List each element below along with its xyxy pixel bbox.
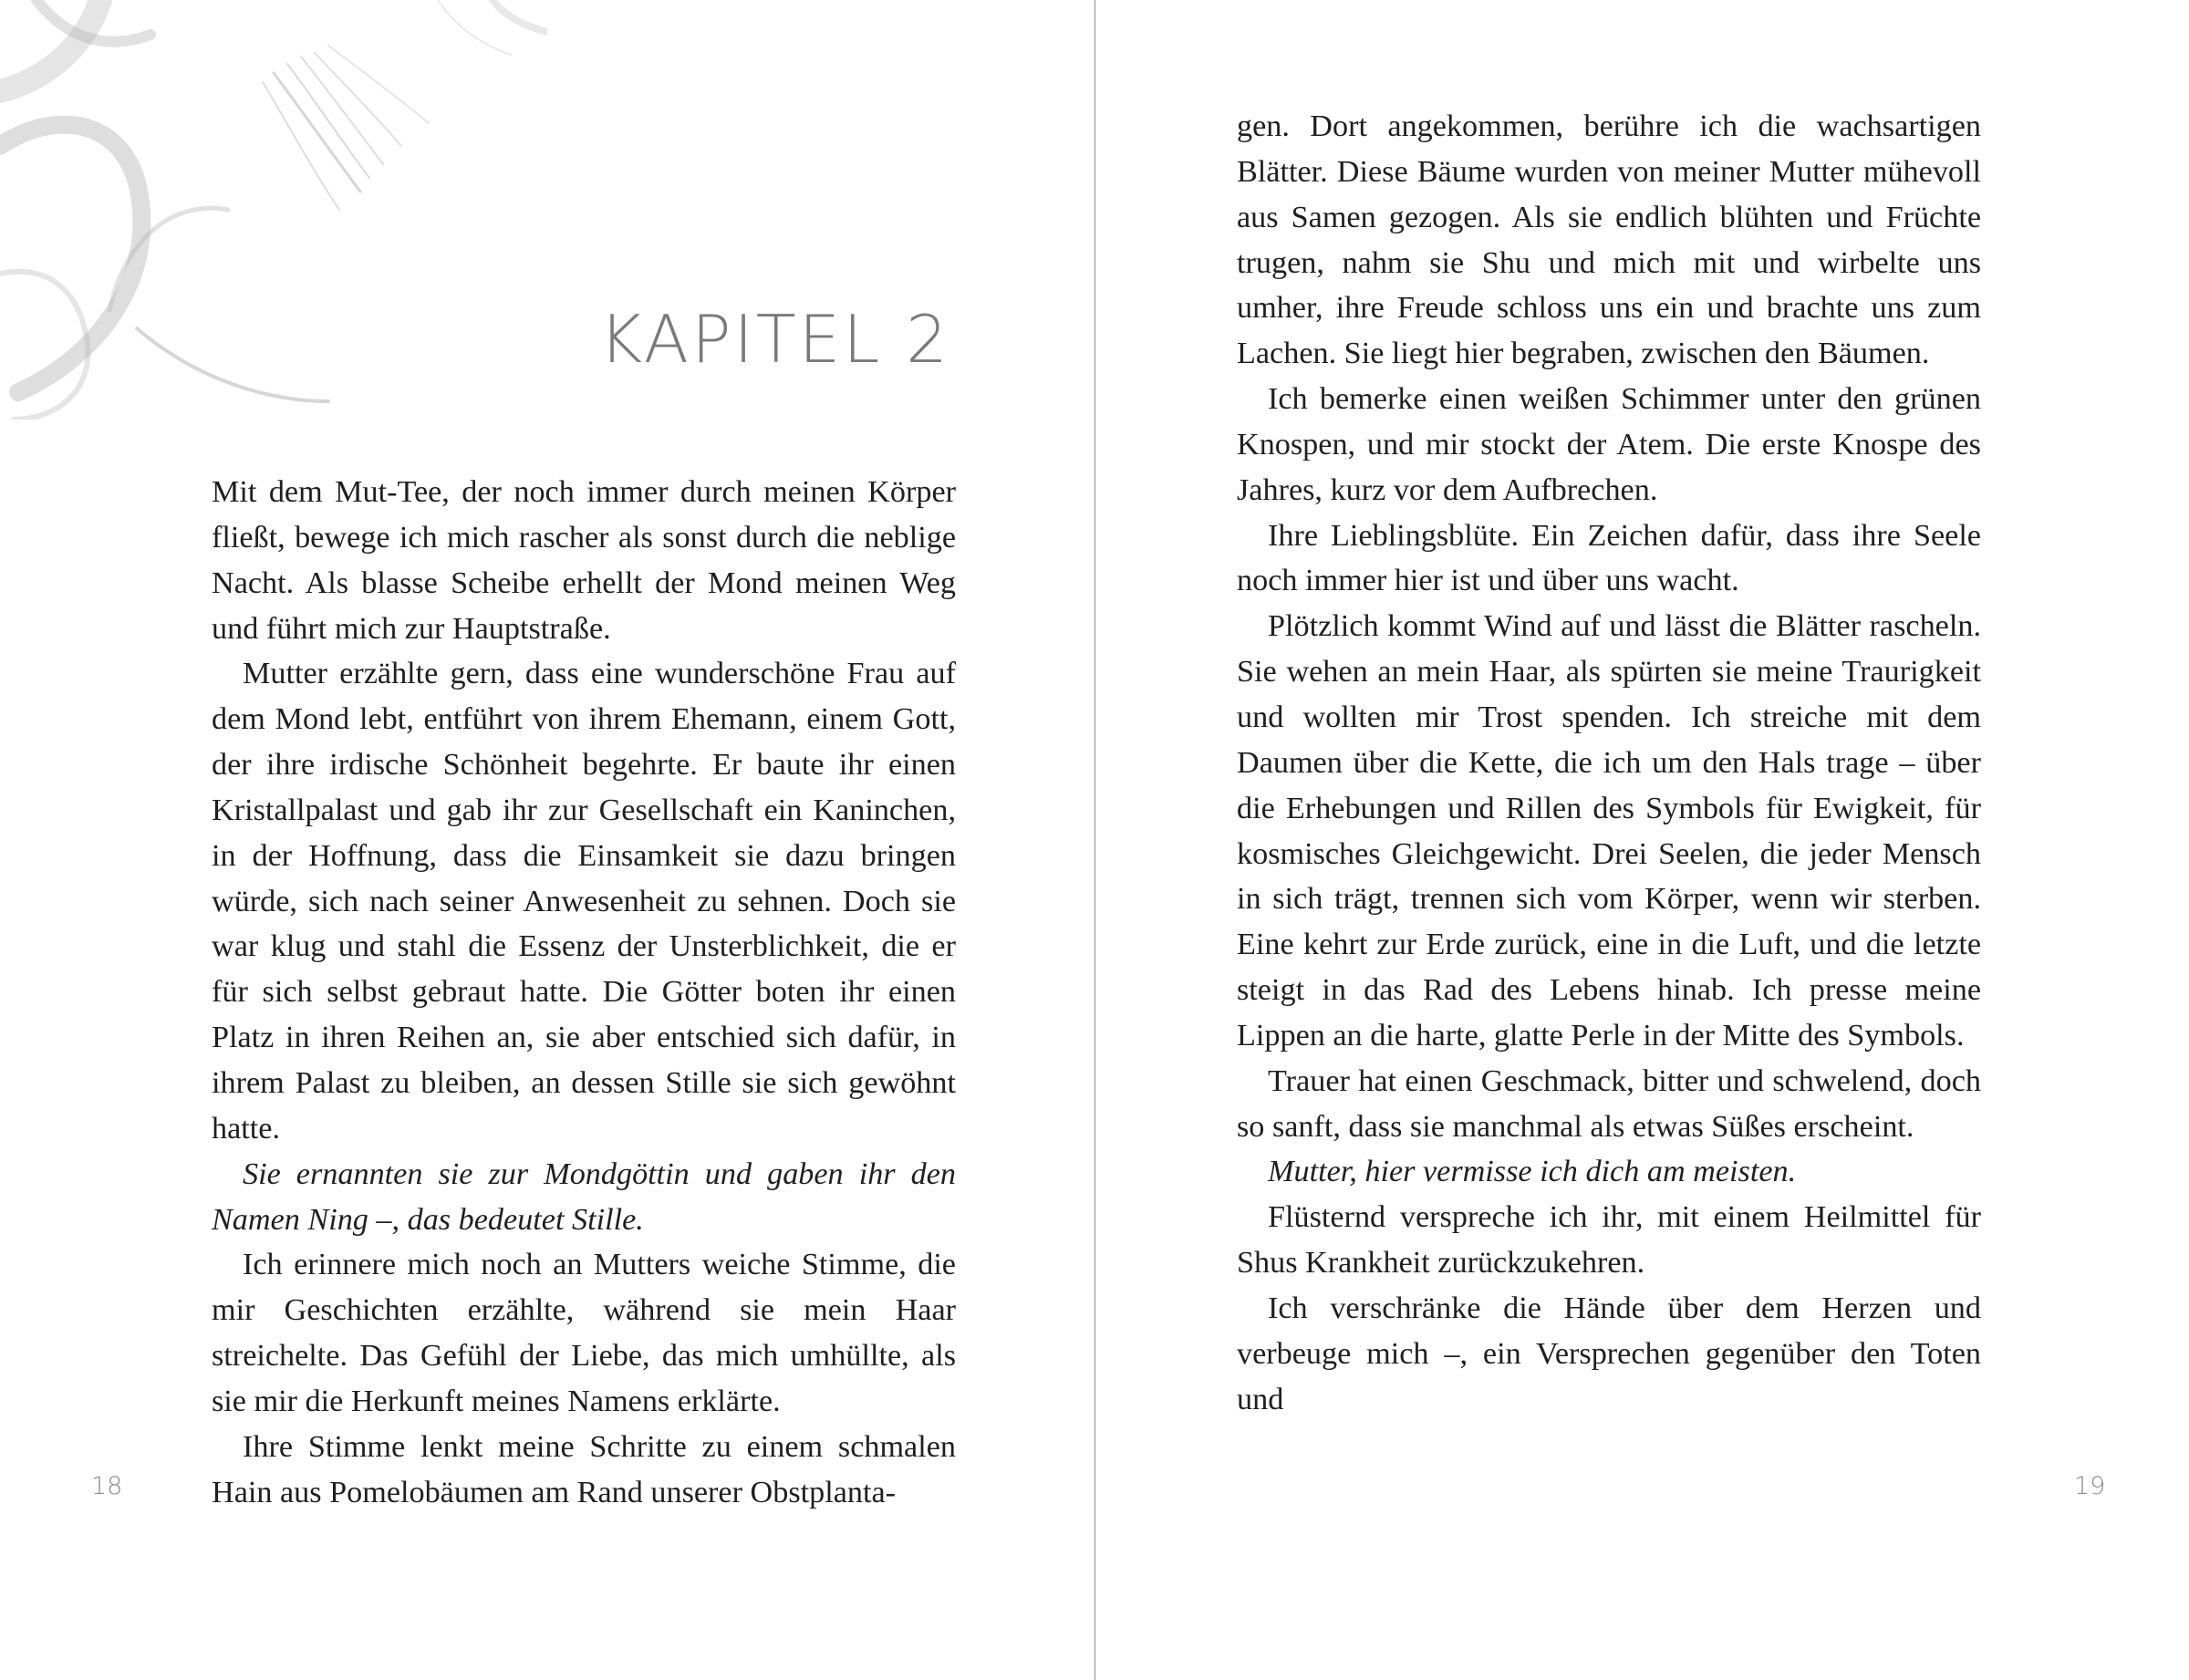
paragraph: Mit dem Mut-Tee, der noch immer durch meinen Körper fließt, bewege ich mich rascher als sonst durch die neblige Nacht. Als blasse Scheibe erhellt der Mond meinen Weg und führt mich zur Hauptstraße. [212,475,956,646]
right-page-text [1237,104,1981,1422]
paragraph-italic: Sie ernannten sie zur Mondgöttin und gaben ihr den Namen Ning –, das bedeutet Stille. [212,1156,956,1237]
paragraph: Mutter erzählte gern, dass eine wunderschöne Frau auf dem Mond lebt, entführt von ihrem Ehemann, einem Gott, der ihre irdische Schönheit begehrte. Er baute ihr einen Kristallpalast und gab ihr zur Gesellschaft ein Kaninchen, in der Hoffnung, dass die Einsamkeit sie dazu bringen würde, sich nach seiner Anwesenheit zu sehnen. Doch sie war klug und stahl die Essenz der Unsterblichkeit, die er für sich selbst gebraut hatte. Die Götter boten ihr einen Platz in ihren Reihen an, sie aber entschied sich dafür, in ihrem Palast zu bleiben, an dessen Stille sie sich gewöhnt hatte. [212,657,956,1146]
paragraph: Trauer hat einen Geschmack, bitter und schwelend, doch so sanft, dass sie manchmal als etwas Süßes erscheint. [1237,1063,1981,1144]
right-page [1095,0,2189,1680]
paragraph: Ich verschränke die Hände über dem Herzen und verbeuge mich –, ein Versprechen gegenüber den Toten und [1237,1291,1981,1416]
paragraph: Plötzlich kommt Wind auf und lässt die Blätter rascheln. Sie wehen an mein Haar, als spürten sie meine Traurigkeit und wollten mir Trost spenden. Ich streiche mit dem Daumen über die Kette, die ich um den Hals trage – über die Erhebungen und Rillen des Symbols für Ewigkeit, für kosmisches Gleichgewicht. Drei Seelen, die jeder Mensch in sich trägt, trennen sich vom Körper, wenn wir sterben. Eine kehrt zur Erde zurück, eine in die Luft, und die letzte steigt in das Rad des Lebens hinab. Ich presse meine Lippen an die harte, glatte Perle in der Mitte des Symbols. [1237,609,1981,1053]
paragraph: gen. Dort angekommen, berühre ich die wachsartigen Blätter. Diese Bäume wurden von meiner Mutter mühevoll aus Samen gezogen. Als sie endlich blühten und Früchte trugen, nahm sie Shu und mich mit und wirbelte uns umher, ihre Freude schloss uns ein und brachte uns zum Lachen. Sie liegt hier begraben, zwischen den Bäumen. [1237,109,1981,371]
paragraph: Ich bemerke einen weißen Schimmer unter den grünen Knospen, und mir stockt der Atem. Die erste Knospe des Jahres, kurz vor dem Aufbrechen. [1237,382,1981,507]
brush-stroke-ornament [0,0,547,420]
page-number-right: 19 [2074,1472,2106,1500]
left-page-text [212,470,956,1515]
paragraph: Ihre Stimme lenkt meine Schritte zu einem schmalen Hain aus Pomelobäumen am Rand unserer Obstplanta- [212,1429,956,1509]
paragraph: Ich erinnere mich noch an Mutters weiche Stimme, die mir Geschichten erzählte, während sie mein Haar streichelte. Das Gefühl der Liebe, das mich umhüllte, als sie mir die Herkunft meines Namens erklärte. [212,1248,956,1418]
page-number-left: 18 [91,1472,123,1500]
chapter-title: KAPITEL 2 [598,301,950,378]
paragraph-italic: Mutter, hier vermisse ich dich am meisten. [1268,1155,1797,1189]
left-page [0,0,1094,1680]
paragraph: Flüsternd verspreche ich ihr, mit einem Heilmittel für Shus Krankheit zurückzukehren. [1237,1200,1981,1281]
paragraph: Ihre Lieblingsblüte. Ein Zeichen dafür, dass ihre Seele noch immer hier ist und über uns wacht. [1237,518,1981,598]
